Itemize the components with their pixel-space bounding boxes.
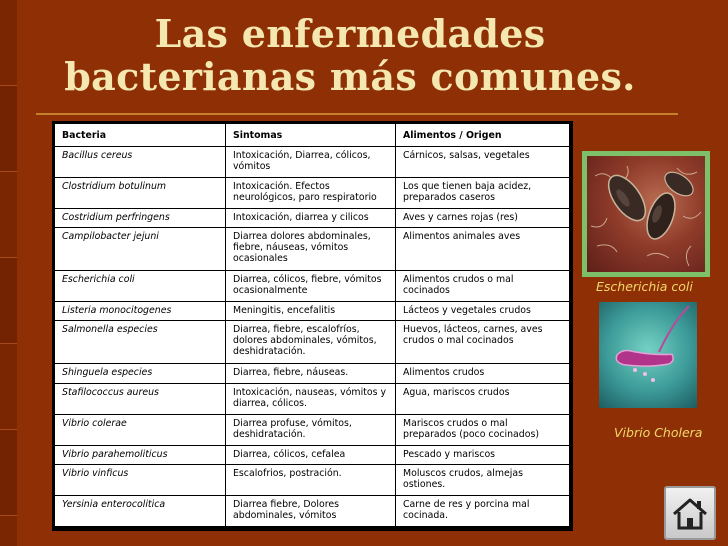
ecoli-caption: Escherichia coli (596, 279, 693, 294)
bacteria-cell: Costridium perfringens (55, 209, 226, 228)
header-bacteria: Bacteria (55, 124, 226, 147)
table-row (55, 383, 570, 414)
bacteria-cell: Salmonella especies (55, 321, 226, 364)
header-sintomas: Sintomas (226, 124, 396, 147)
source-cell: Alimentos animales aves (396, 228, 570, 271)
table-row (55, 302, 570, 321)
source-cell: Alimentos crudos o mal cocinados (396, 271, 570, 302)
source-cell: Lácteos y vegetales crudos (396, 302, 570, 321)
bacteria-cell: Vibrio parahemoliticus (55, 445, 226, 464)
table-frame (52, 121, 573, 531)
symptoms-cell: Intoxicación, diarrea y cilicos (226, 209, 396, 228)
symptoms-cell: Escalofrios, postración. (226, 464, 396, 495)
source-cell: Mariscos crudos o mal preparados (poco cocinados) (396, 414, 570, 445)
source-cell: Aves y carnes rojas (res) (396, 209, 570, 228)
table-row (55, 209, 570, 228)
table-row (55, 321, 570, 364)
symptoms-cell: Intoxicación. Efectos neurológicos, paro respiratorio (226, 178, 396, 209)
bacteria-cell: Escherichia coli (55, 271, 226, 302)
bacteria-cell: Bacillus cereus (55, 147, 226, 178)
symptoms-cell: Diarrea, fiebre, náuseas. (226, 364, 396, 383)
bacteria-cell: Listeria monocitogenes (55, 302, 226, 321)
source-cell: Huevos, lácteos, carnes, aves crudos o mal cocinados (396, 321, 570, 364)
table-header-row (55, 124, 570, 147)
strip-segment (0, 172, 17, 258)
vibrio-caption: Vibrio Cholera (614, 425, 703, 440)
table-row (55, 228, 570, 271)
bacteria-cell: Vibrio vinficus (55, 464, 226, 495)
table-row (55, 364, 570, 383)
bacteria-cell: Yersinia enterocolitica (55, 495, 226, 526)
symptoms-cell: Diarrea dolores abdominales, fiebre, náuseas, vómitos ocasionales (226, 228, 396, 271)
source-cell: Alimentos crudos (396, 364, 570, 383)
symptoms-cell: Intoxicación, Diarrea, cólicos, vómitos (226, 147, 396, 178)
source-cell: Pescado y mariscos (396, 445, 570, 464)
home-button[interactable] (664, 486, 716, 540)
ecoli-photo-image (587, 156, 705, 272)
bacteria-table (54, 123, 570, 527)
vibrio-photo (599, 302, 697, 408)
header-alimentos: Alimentos / Origen (396, 124, 570, 147)
symptoms-cell: Diarrea, cólicos, fiebre, vómitos ocasionalmente (226, 271, 396, 302)
bacteria-cell: Clostridium botulinum (55, 178, 226, 209)
strip-segment (0, 430, 17, 516)
ecoli-bacteria-illustration (587, 156, 705, 272)
strip-segment (0, 258, 17, 344)
symptoms-cell: Meningitis, encefalitis (226, 302, 396, 321)
source-cell: Cárnicos, salsas, vegetales (396, 147, 570, 178)
table-row (55, 445, 570, 464)
table-row (55, 414, 570, 445)
home-icon (666, 488, 714, 538)
symptoms-cell: Diarrea, cólicos, cefalea (226, 445, 396, 464)
symptoms-cell: Intoxicación, nauseas, vómitos y diarrea, cólicos. (226, 383, 396, 414)
table-row (55, 464, 570, 495)
ecoli-photo (582, 151, 710, 277)
bacteria-cell: Stafilococcus aureus (55, 383, 226, 414)
symptoms-cell: Diarrea, fiebre, escalofríos, dolores abdominales, vómitos, deshidratación. (226, 321, 396, 364)
strip-segment (0, 344, 17, 430)
vibrio-bacteria-illustration (599, 302, 697, 408)
table-row (55, 271, 570, 302)
source-cell: Los que tienen baja acidez, preparados caseros (396, 178, 570, 209)
symptoms-cell: Diarrea fiebre, Dolores abdominales, vómitos (226, 495, 396, 526)
table-row (55, 495, 570, 526)
source-cell: Agua, mariscos crudos (396, 383, 570, 414)
bacteria-cell: Campilobacter jejuni (55, 228, 226, 271)
strip-segment (0, 0, 17, 86)
title-divider (36, 113, 678, 115)
left-decorative-strip (0, 0, 17, 546)
source-cell: Carne de res y porcina mal cocinada. (396, 495, 570, 526)
symptoms-cell: Diarrea profuse, vómitos, deshidratación. (226, 414, 396, 445)
bacteria-cell: Vibrio colerae (55, 414, 226, 445)
source-cell: Moluscos crudos, almejas ostiones. (396, 464, 570, 495)
strip-segment (0, 86, 17, 172)
table-row (55, 147, 570, 178)
bacteria-cell: Shinguela especies (55, 364, 226, 383)
table-row (55, 178, 570, 209)
slide-title: Las enfermedades bacterianas más comunes. (64, 11, 636, 99)
